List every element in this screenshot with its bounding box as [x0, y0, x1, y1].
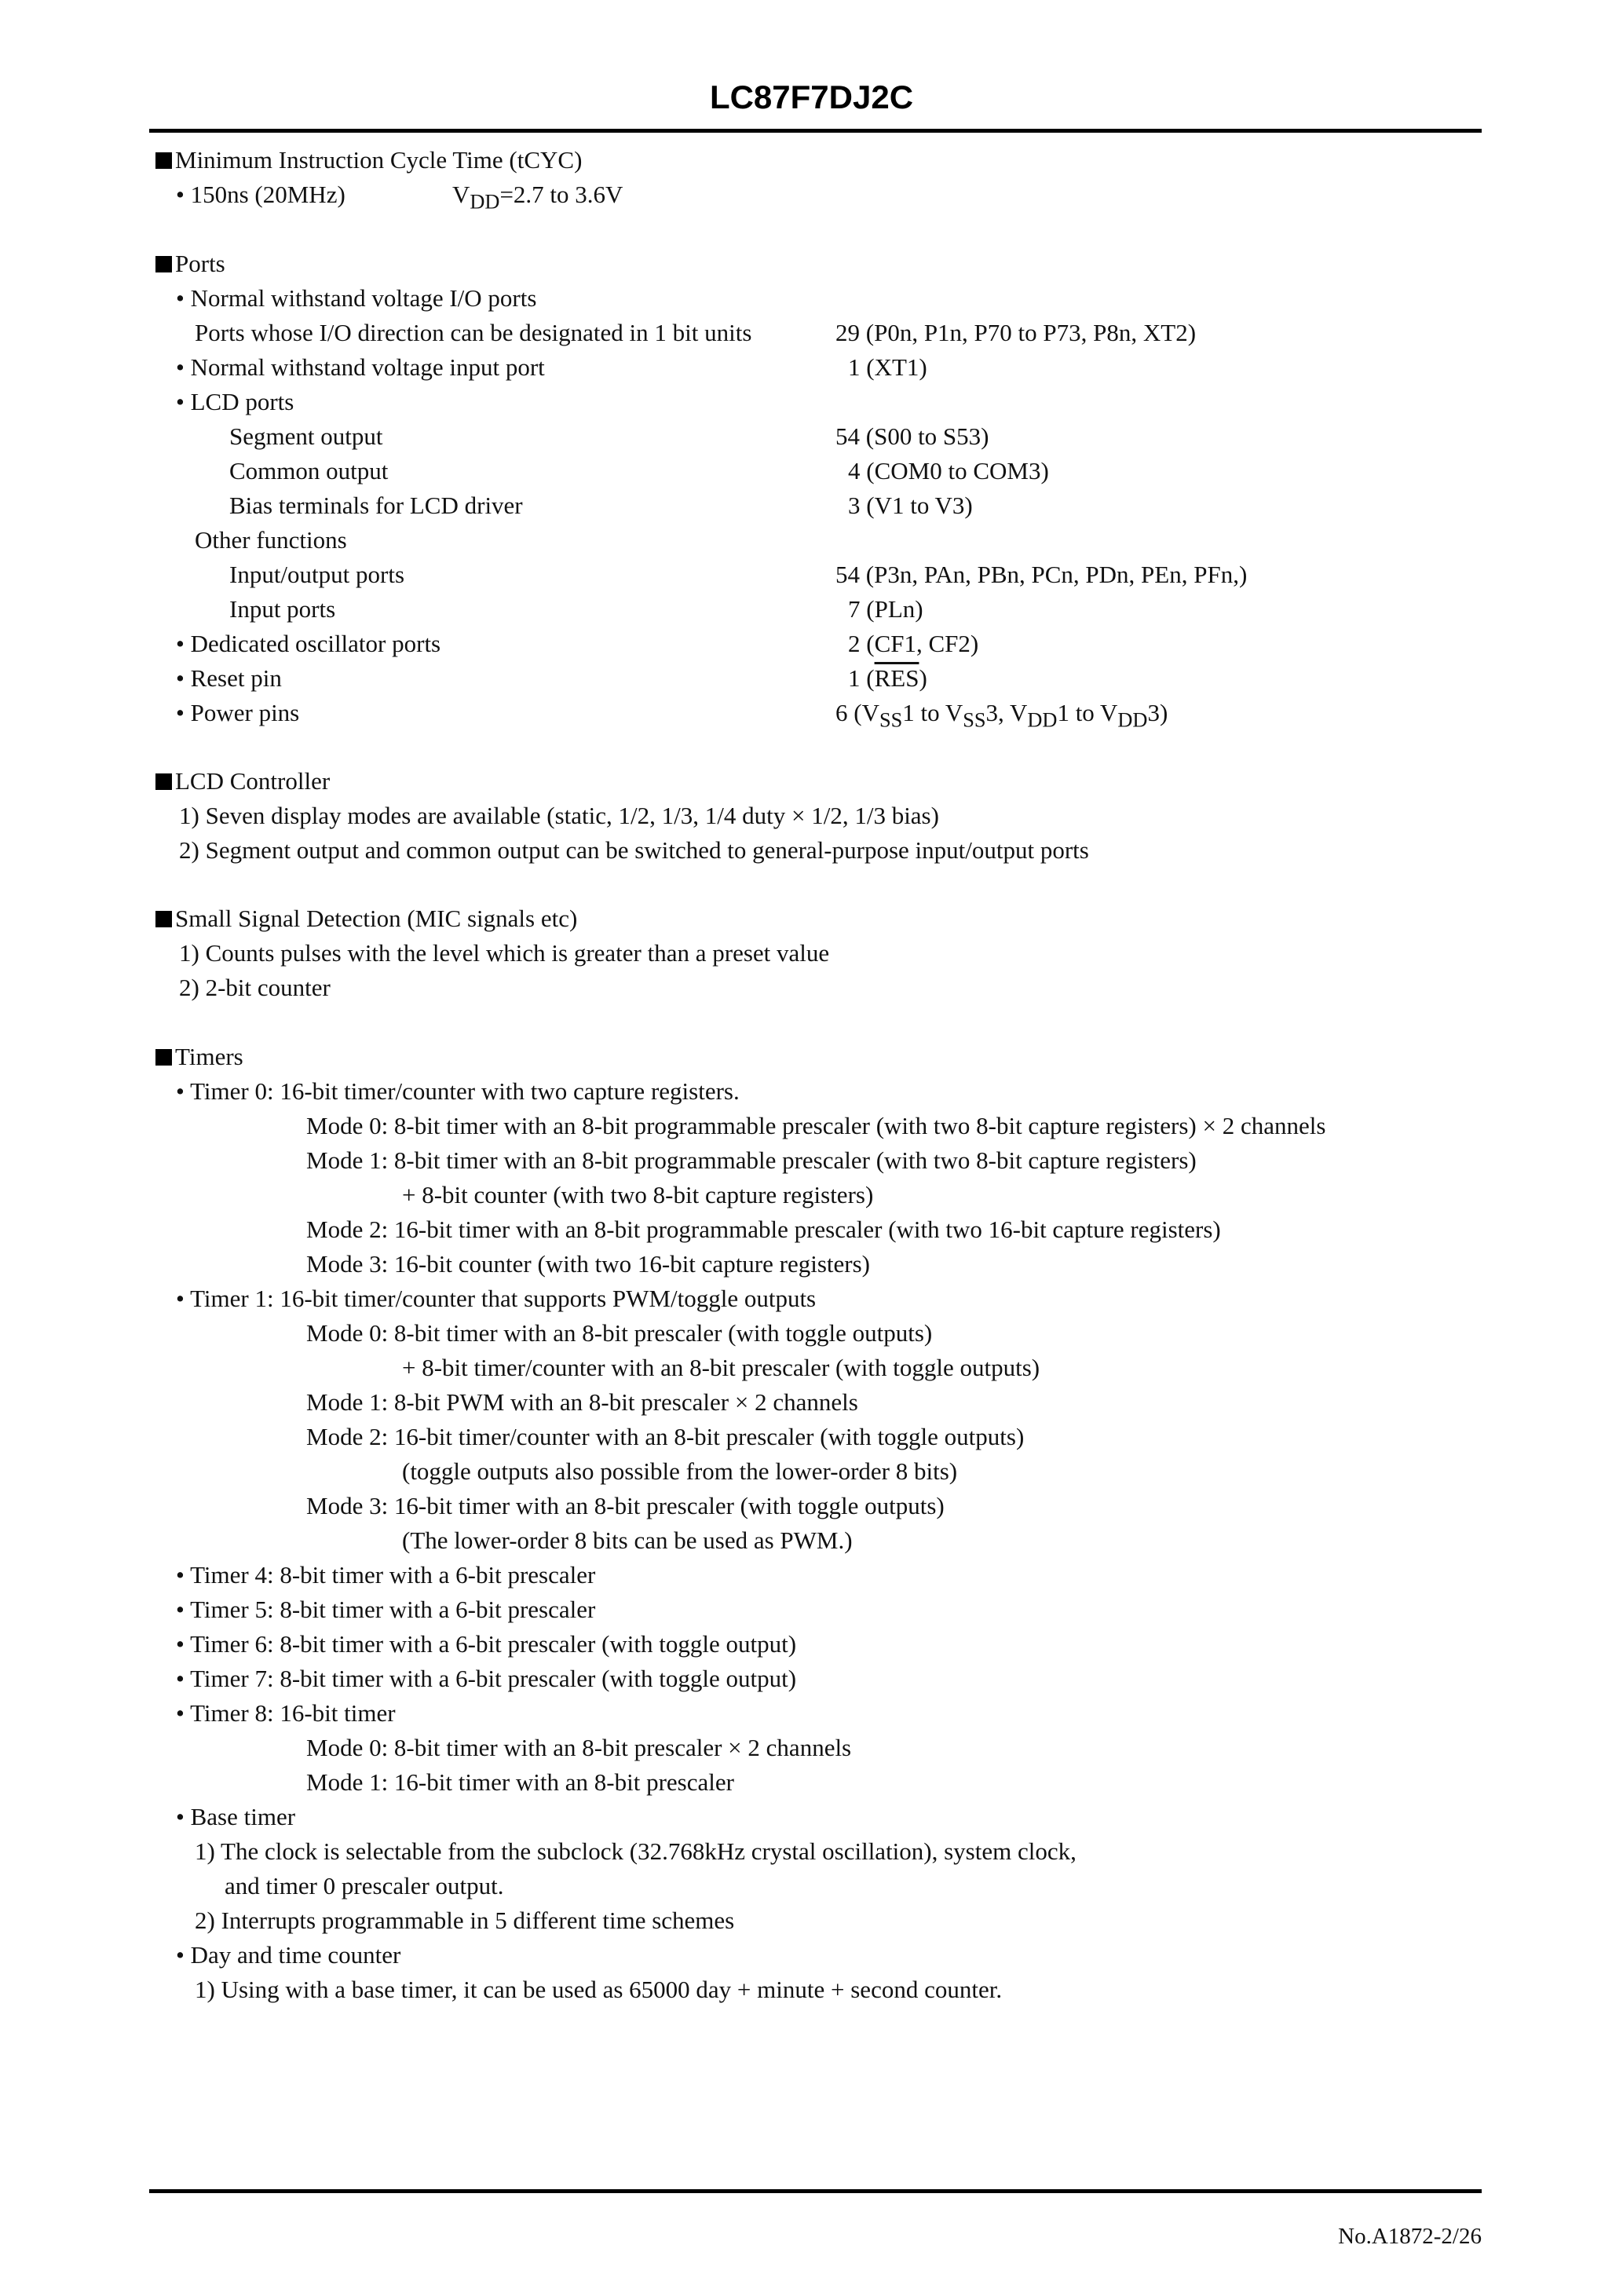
- ports-nw-io: • Normal withstand voltage I/O ports: [176, 284, 537, 312]
- timer1-mode3: Mode 3: 16-bit timer with an 8-bit prescaler (with toggle outputs): [306, 1492, 945, 1519]
- ports-other: Other functions: [195, 526, 347, 554]
- ports-bitunits-value: 29 (P0n, P1n, P70 to P73, P8n, XT2): [835, 319, 1197, 346]
- timer1-mode0-cont: + 8-bit timer/counter with an 8-bit prescaler (with toggle outputs): [402, 1354, 1040, 1381]
- timer0-mode2: Mode 2: 16-bit timer with an 8-bit programmable prescaler (with two 16-bit capture registers): [306, 1216, 1221, 1243]
- ports-power-label: • Power pins: [176, 699, 300, 726]
- ssd-heading: Small Signal Detection (MIC signals etc): [155, 905, 577, 933]
- ssd-item-1: 1) Counts pulses with the level which is greater than a preset value: [179, 939, 830, 967]
- ports-in-value: 7 (PLn): [848, 595, 923, 623]
- timer0: • Timer 0: 16-bit timer/counter with two capture registers.: [176, 1077, 740, 1105]
- timer5: • Timer 5: 8-bit timer with a 6-bit prescaler: [176, 1596, 596, 1623]
- lcd-item-2: 2) Segment output and common output can be switched to general-purpose input/output ports: [179, 836, 1089, 864]
- ports-com-value: 4 (COM0 to COM3): [848, 457, 1049, 484]
- timer1-mode1: Mode 1: 8-bit PWM with an 8-bit prescaler × 2 channels: [306, 1388, 858, 1416]
- timer8-mode0: Mode 0: 8-bit timer with an 8-bit prescaler × 2 channels: [306, 1734, 852, 1761]
- timer0-mode1-cont: + 8-bit counter (with two 8-bit capture registers): [402, 1181, 874, 1208]
- ports-reset-label: • Reset pin: [176, 664, 282, 692]
- timer0-mode0: Mode 0: 8-bit timer with an 8-bit programmable prescaler (with two 8-bit capture registers) × 2 channels: [306, 1112, 1326, 1139]
- ssd-item-2: 2) 2-bit counter: [179, 974, 331, 1001]
- square-bullet-icon: [155, 911, 172, 927]
- ports-reset-value: 1 $(\overline{RES})$: [848, 664, 927, 692]
- timer0-mode1: Mode 1: 8-bit timer with an 8-bit programmable prescaler (with two 8-bit capture registers): [306, 1146, 1197, 1174]
- timer8: • Timer 8: 16-bit timer: [176, 1699, 396, 1727]
- timer6: • Timer 6: 8-bit timer with a 6-bit prescaler (with toggle output): [176, 1630, 797, 1658]
- ports-seg-label: Segment output: [229, 422, 383, 450]
- timer1-mode0: Mode 0: 8-bit timer with an 8-bit prescaler (with toggle outputs): [306, 1319, 933, 1347]
- ports-osc-label: • Dedicated oscillator ports: [176, 630, 441, 657]
- ports-bitunits-label: Ports whose I/O direction can be designated in 1 bit units: [195, 319, 752, 346]
- cycle-heading: Minimum Instruction Cycle Time (tCYC): [155, 146, 582, 174]
- ports-bias-value: 3 (V1 to V3): [848, 492, 973, 519]
- day-time-counter: • Day and time counter: [176, 1941, 401, 1969]
- cycle-item: • 150ns (20MHz): [176, 181, 345, 208]
- square-bullet-icon: [155, 1049, 172, 1066]
- base-timer-item-1: 1) The clock is selectable from the subclock (32.768kHz crystal oscillation), system clock,: [195, 1837, 1077, 1865]
- lcd-heading: LCD Controller: [155, 767, 330, 795]
- timer1-mode3-cont: (The lower-order 8 bits can be used as PWM.): [402, 1526, 853, 1554]
- timer8-mode1: Mode 1: 16-bit timer with an 8-bit prescaler: [306, 1768, 734, 1796]
- timer0-mode3: Mode 3: 16-bit counter (with two 16-bit capture registers): [306, 1250, 870, 1278]
- header-rule: [149, 129, 1482, 133]
- cycle-vdd: VDD=2.7 to 3.6V: [452, 181, 623, 214]
- timer1: • Timer 1: 16-bit timer/counter that supports PWM/toggle outputs: [176, 1285, 817, 1312]
- ports-heading: Ports: [155, 250, 225, 278]
- document-number: No.A1872-2/26: [1338, 2224, 1482, 2249]
- document-title: LC87F7DJ2C: [709, 79, 914, 115]
- ports-nw-in-label: • Normal withstand voltage input port: [176, 353, 545, 381]
- day-time-counter-item-1: 1) Using with a base timer, it can be used as 65000 day + minute + second counter.: [195, 1976, 1003, 2003]
- base-timer-item-1-cont: and timer 0 prescaler output.: [225, 1872, 504, 1899]
- ports-lcd: • LCD ports: [176, 388, 294, 415]
- timer7: • Timer 7: 8-bit timer with a 6-bit prescaler (with toggle output): [176, 1665, 797, 1692]
- square-bullet-icon: [155, 773, 172, 790]
- ports-osc-value: 2 (CF1, CF2): [848, 630, 979, 657]
- ports-in-label: Input ports: [229, 595, 336, 623]
- square-bullet-icon: [155, 256, 172, 272]
- ports-bias-label: Bias terminals for LCD driver: [229, 492, 523, 519]
- timer4: • Timer 4: 8-bit timer with a 6-bit prescaler: [176, 1561, 596, 1589]
- ports-power-value: 6 (VSS1 to VSS3, VDD1 to VDD3): [835, 699, 1168, 732]
- square-bullet-icon: [155, 152, 172, 169]
- timers-heading: Timers: [155, 1043, 243, 1071]
- ports-io-value: 54 (P3n, PAn, PBn, PCn, PDn, PEn, PFn,): [835, 561, 1248, 588]
- timer1-mode2-cont: (toggle outputs also possible from the lower-order 8 bits): [402, 1457, 958, 1485]
- lcd-item-1: 1) Seven display modes are available (static, 1/2, 1/3, 1/4 duty × 1/2, 1/3 bias): [179, 802, 939, 829]
- base-timer-item-2: 2) Interrupts programmable in 5 different time schemes: [195, 1907, 735, 1934]
- base-timer: • Base timer: [176, 1803, 296, 1830]
- ports-seg-value: 54 (S00 to S53): [835, 422, 989, 450]
- footer-rule: [149, 2189, 1482, 2193]
- ports-nw-in-value: 1 (XT1): [848, 353, 927, 381]
- ports-com-label: Common output: [229, 457, 389, 484]
- ports-io-label: Input/output ports: [229, 561, 405, 588]
- timer1-mode2: Mode 2: 16-bit timer/counter with an 8-bit prescaler (with toggle outputs): [306, 1423, 1025, 1450]
